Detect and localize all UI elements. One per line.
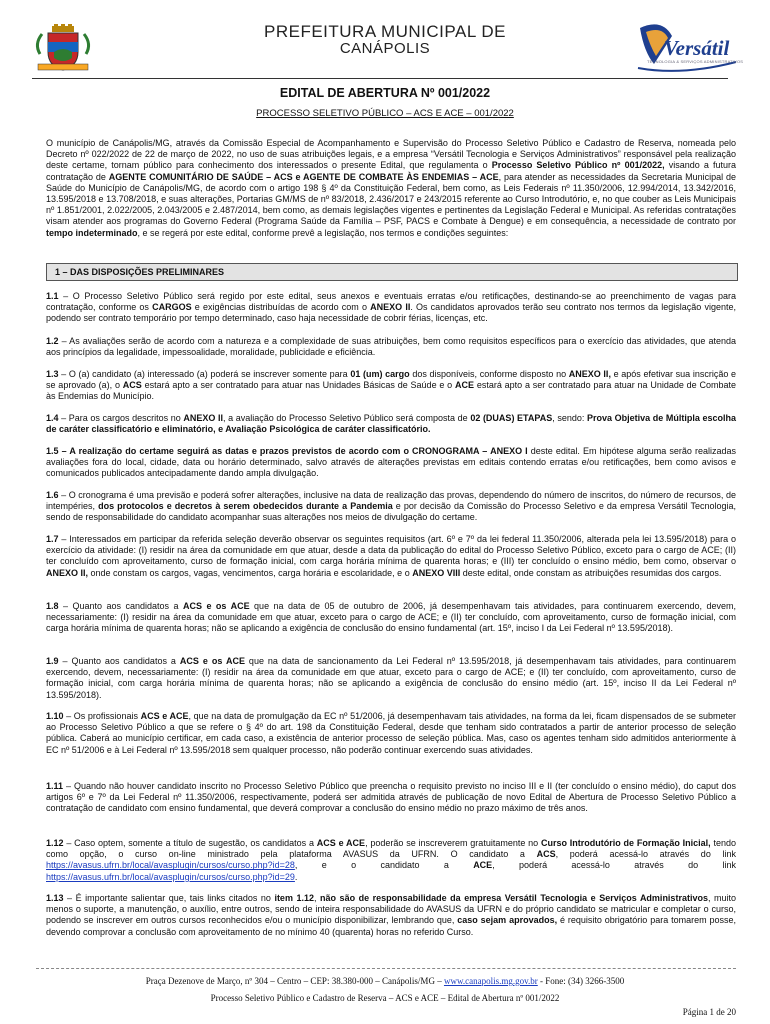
municipality-name-line2: CANÁPOLIS [339, 40, 431, 57]
footer-website-link[interactable]: www.canapolis.mg.gov.br [443, 976, 538, 986]
intro-paragraph: O município de Canápolis/MG, através da Comissão Especial de Acompanhamento e Supervisão do Processo Seletivo Público e Cadastro de Reserva, nomeada pelo Decreto nº 022/2022 de 22 de março de 2022, no uso de suas atribuições legais, e a empresa “Versátil Tecnologia e Serviços Administrativos” responsável pela realização deste certame, tornam público para conhecimento dos interessados o presente Edital, que regulamenta o Processo Seletivo Público nº 001/2022, visando a futura contratação de AGENTE COMUNITÁRIO DE SAÚDE – ACS e AGENTE DE COMBATE ÀS ENDEMIAS – ACE, para atender as necessidades da Secretaria Municipal de Saúde do Município de Canápolis/MG, de acordo com o artigo 198 § 4º da Constituição Federal, bem como, as Leis Federais nº 11.350/2006, 12.994/2014, 13.342/2016, 13.595/2018 e 13.708/2018, e suas alterações, Portarias GM/MS de nº 83/2018, 2.436/2017 e 243/2015 referente ao Curso Introdutório, e, no que couber as Leis Municipais nº 1.851/2001, 2.022/2005, 2.043/2005 e 2.487/2014, bem como, as demais legislações vigentes e pertinentes da Legislação Federal e Municipal. As referidas contratações visam atender aos programas do Governo Federal (Programa Saúde da Família – PSF, PACS e Combate à Dengue) e em consequência, a necessidade de contrato por tempo indeterminado, e se regerá por este edital, conforme prevê a legislação, nos termos e condições seguintes: [46, 138, 736, 238]
clause-1-2: 1.2 – As avaliações serão de acordo com a natureza e a complexidade de suas atribuições, bem como requisitos específicos para o exercício das atividades, que atenda aos princípios da legalidade, impessoalidade, moralidade, publicidade e eficiência. [46, 336, 736, 358]
footer-address-text: Praça Dezenove de Março, nº 304 – Centro – CEP: 38.380-000 – Canápolis/MG – [145, 976, 444, 986]
clause-1-10: 1.10 – Os profissionais ACS e ACE, que na data de promulgação da EC nº 51/2006, já desempenhavam tais atividades, na forma da lei, ficam dispensados de se submeter ao Processo Seletivo Público a que se refere o § 4º do art. 198 da Constituição Federal, desde que tenham sido contratados a partir de anterior processo de seleção pública. Caberá ao município certificar, em cada caso, a existência de anterior processo de seleção pública. Mas, caso os agentes tenham sido admitidos anteriormente à EC nº 51/2006 e à Lei Federal nº 13.595/2018 sem qualquer processo, não poderão continuar exercendo suas atividades. [46, 711, 736, 755]
clause-1-6: 1.6 – O cronograma é uma previsão e poderá sofrer alterações, inclusive na data de realização das provas, dependendo do número de inscritos, do número de recursos, de intempéries, dos protocolos e decretos à serem obedecidos durante a Pandemia e por decisão da Comissão do Processo Seletivo e da empresa Versátil Tecnologia, sendo de responsabilidade do candidato acompanhar suas alterações nos meios de divulgação do certame. [46, 490, 737, 523]
clause-1-4: 1.4 – Para os cargos descritos no ANEXO II, a avaliação do Processo Seletivo Público será composta de 02 (DUAS) ETAPAS, sendo: Prova Objetiva de Múltipla escolha de caráter classificatório e eliminatório, e Avaliação Psicológica de caráter classificatório. [46, 413, 737, 435]
footer-phone: - Fone: (34) 3266-3500 [537, 976, 625, 986]
footer-address [0, 976, 770, 986]
footer-divider [36, 968, 736, 969]
clause-1-7: 1.7 – Interessados em participar da referida seleção deverão observar os seguintes requisitos (art. 6º e 7º da lei federal 11.350/2006, alterada pela lei 13.595/2018) para o exercício da atividade: (I) residir na área da comunidade em que atuar, desde a data da publicação do edital do Processo Seletivo Público, exceto para o cargo de ACE; (II) ter concluído com aproveitamento, curso de formação inicial, com carga horária mínima de quarenta horas; e (III) ter concluído o ensino médio, bem como, observar o ANEXO II, onde constam os cargos, vagas, vencimentos, carga horária e escolaridade, e o ANEXO VIII deste edital, onde constam as atribuições resumidas dos cargos. [46, 534, 736, 578]
section-heading-box [46, 263, 738, 281]
document-title: EDITAL DE ABERTURA Nº 001/2022 [279, 86, 491, 100]
acs-course-link[interactable]: https://avasus.ufrn.br/local/avasplugin/cursos/curso.php?id=28 [46, 860, 295, 871]
clause-1-5: 1.5 – A realização do certame seguirá as datas e prazos previstos de acordo com o CRONOGRAMA – ANEXO I deste edital. Em hipótese alguma serão realizadas avaliações fora do local, cidade, data ou horário determinado, salvo através de alterações previstas em editais contendo erratas e/ou retificações, bem como avisos e comunicados publicados antecipadamente dando ampla divulgação. [46, 446, 736, 479]
page-number: Página 1 de 20 [682, 1007, 736, 1017]
clause-1-11: 1.11 – Quando não houver candidato inscrito no Processo Seletivo Público que preencha o requisito previsto no inciso III e II (ter concluído o ensino médio), do caput dos artigos 6º e 7º da Lei Federal nº 11.350/2006, respectivamente, poderá ser admitida através de publicação de novo Edital de Abertura de Processo Seletivo Público a contratação de candidato com ensino fundamental, que deverá comprovar a conclusão do ensino médio no prazo máximo de três anos. [46, 781, 736, 814]
clause-1-12: 1.12 – Caso optem, somente a título de sugestão, os candidatos a ACS e ACE, poderão se inscreverem gratuitamente no Curso Introdutório de Formação Inicial, tendo como opção, o curso on-line ministrado pela plataforma AVASUS da UFRN. O candidato a ACS, poderá acessá-lo através do link https://avasus.ufrn.br/local/avasplugin/cursos/curso.php?id=28, e o candidato a ACE, poderá acessá-lo através do link https://avasus.ufrn.br/local/avasplugin/cursos/curso.php?id=29. [46, 838, 736, 882]
document-subtitle: PROCESSO SELETIVO PÚBLICO – ACS E ACE – 001/2022 [256, 108, 514, 119]
ace-course-link[interactable]: https://avasus.ufrn.br/local/avasplugin/cursos/curso.php?id=29 [46, 871, 295, 882]
clause-1-9: 1.9 – Quanto aos candidatos a ACS e os ACE que na data de sancionamento da Lei Federal nº 13.595/2018, já desempenhavam tais atividades, para continuarem exercendo, devem, necessariamente: (I) residir na área da comunidade em que atuar, exceto para o cargo de ACE; e (II) ter concluído, com aproveitamento, curso de formação inicial, com carga horária mínima de quarenta horas; não se aplicando a exigência de conclusão do ensino médio (art. 15º, inciso II da Lei Federal nº 13.595/2018). [46, 656, 736, 700]
footer-document-ref: Processo Seletivo Público e Cadastro de Reserva – ACS e ACE – Edital de Abertura nº 001/2022 [210, 993, 560, 1003]
clause-1-8: 1.8 – Quanto aos candidatos a ACS e os ACE que na data de 05 de outubro de 2006, já desempenhavam tais atividades, para continuarem exercendo, devem, necessariamente: (I) residir na área da comunidade em que atuar, exceto para o cargo de ACE; e (II) ter concluído, com aproveitamento, curso de formação inicial, com carga horária mínima de quarenta horas; não se aplicando a exigência de conclusão do ensino fundamental (art. 15º, inciso I da Lei Federal nº 13.595/2018). [46, 601, 736, 634]
header-divider [32, 78, 728, 79]
versatil-logo-name: Versátil [664, 36, 730, 60]
clause-1-13: 1.13 – É importante salientar que, tais links citados no item 1.12, não são de responsabilidade da empresa Versátil Tecnologia e Serviços Administrativos, muito menos o suporte, a manutenção, o auxílio, entre outros, sendo de inteira responsabilidade do AVASUS da UFRN e do próprio candidato se matricular e completar o curso, podendo se inscrever em outros cursos reconhecidos e/ou o município disponibilizar, lembrando que, caso sejam aprovados, é requisito obrigatório para tomarem posse, devendo comprovar a conclusão com aproveitamento de no mínimo 40 (quarenta) horas no referido Curso. [46, 893, 737, 937]
section-heading: 1 – DAS DISPOSIÇÕES PRELIMINARES [55, 267, 225, 277]
clause-1-1: 1.1 – O Processo Seletivo Público será regido por este edital, seus anexos e eventuais erratas e/ou retificações, destinando-se ao preenchimento de vagas para contratação, conforme os CARGOS e exigências distribuídas de acordo com o ANEXO II. Os candidatos aprovados terão seu contrato nos termos da legislação vigente, podendo ser contrato temporário por tempo determinado, caso haja necessidade de cobrir férias, licenças, etc. [46, 291, 736, 324]
versatil-logo-tagline: TECNOLOGIA & SERVIÇOS ADMINISTRATIVOS [647, 59, 744, 64]
municipality-name-line1: PREFEITURA MUNICIPAL DE [264, 22, 506, 41]
clause-1-3: 1.3 – O (a) candidato (a) interessado (a) poderá se inscrever somente para 01 (um) cargo dos disponíveis, conforme disposto no ANEXO II, e após efetivar sua inscrição e se aprovado (a), o ACS estará apto a ser contratado para atuar nas Unidades Básicas de Saúde e o ACE estará apto a ser contratado para atuar na Unidade de Combate às Endemias do Município. [46, 369, 737, 402]
